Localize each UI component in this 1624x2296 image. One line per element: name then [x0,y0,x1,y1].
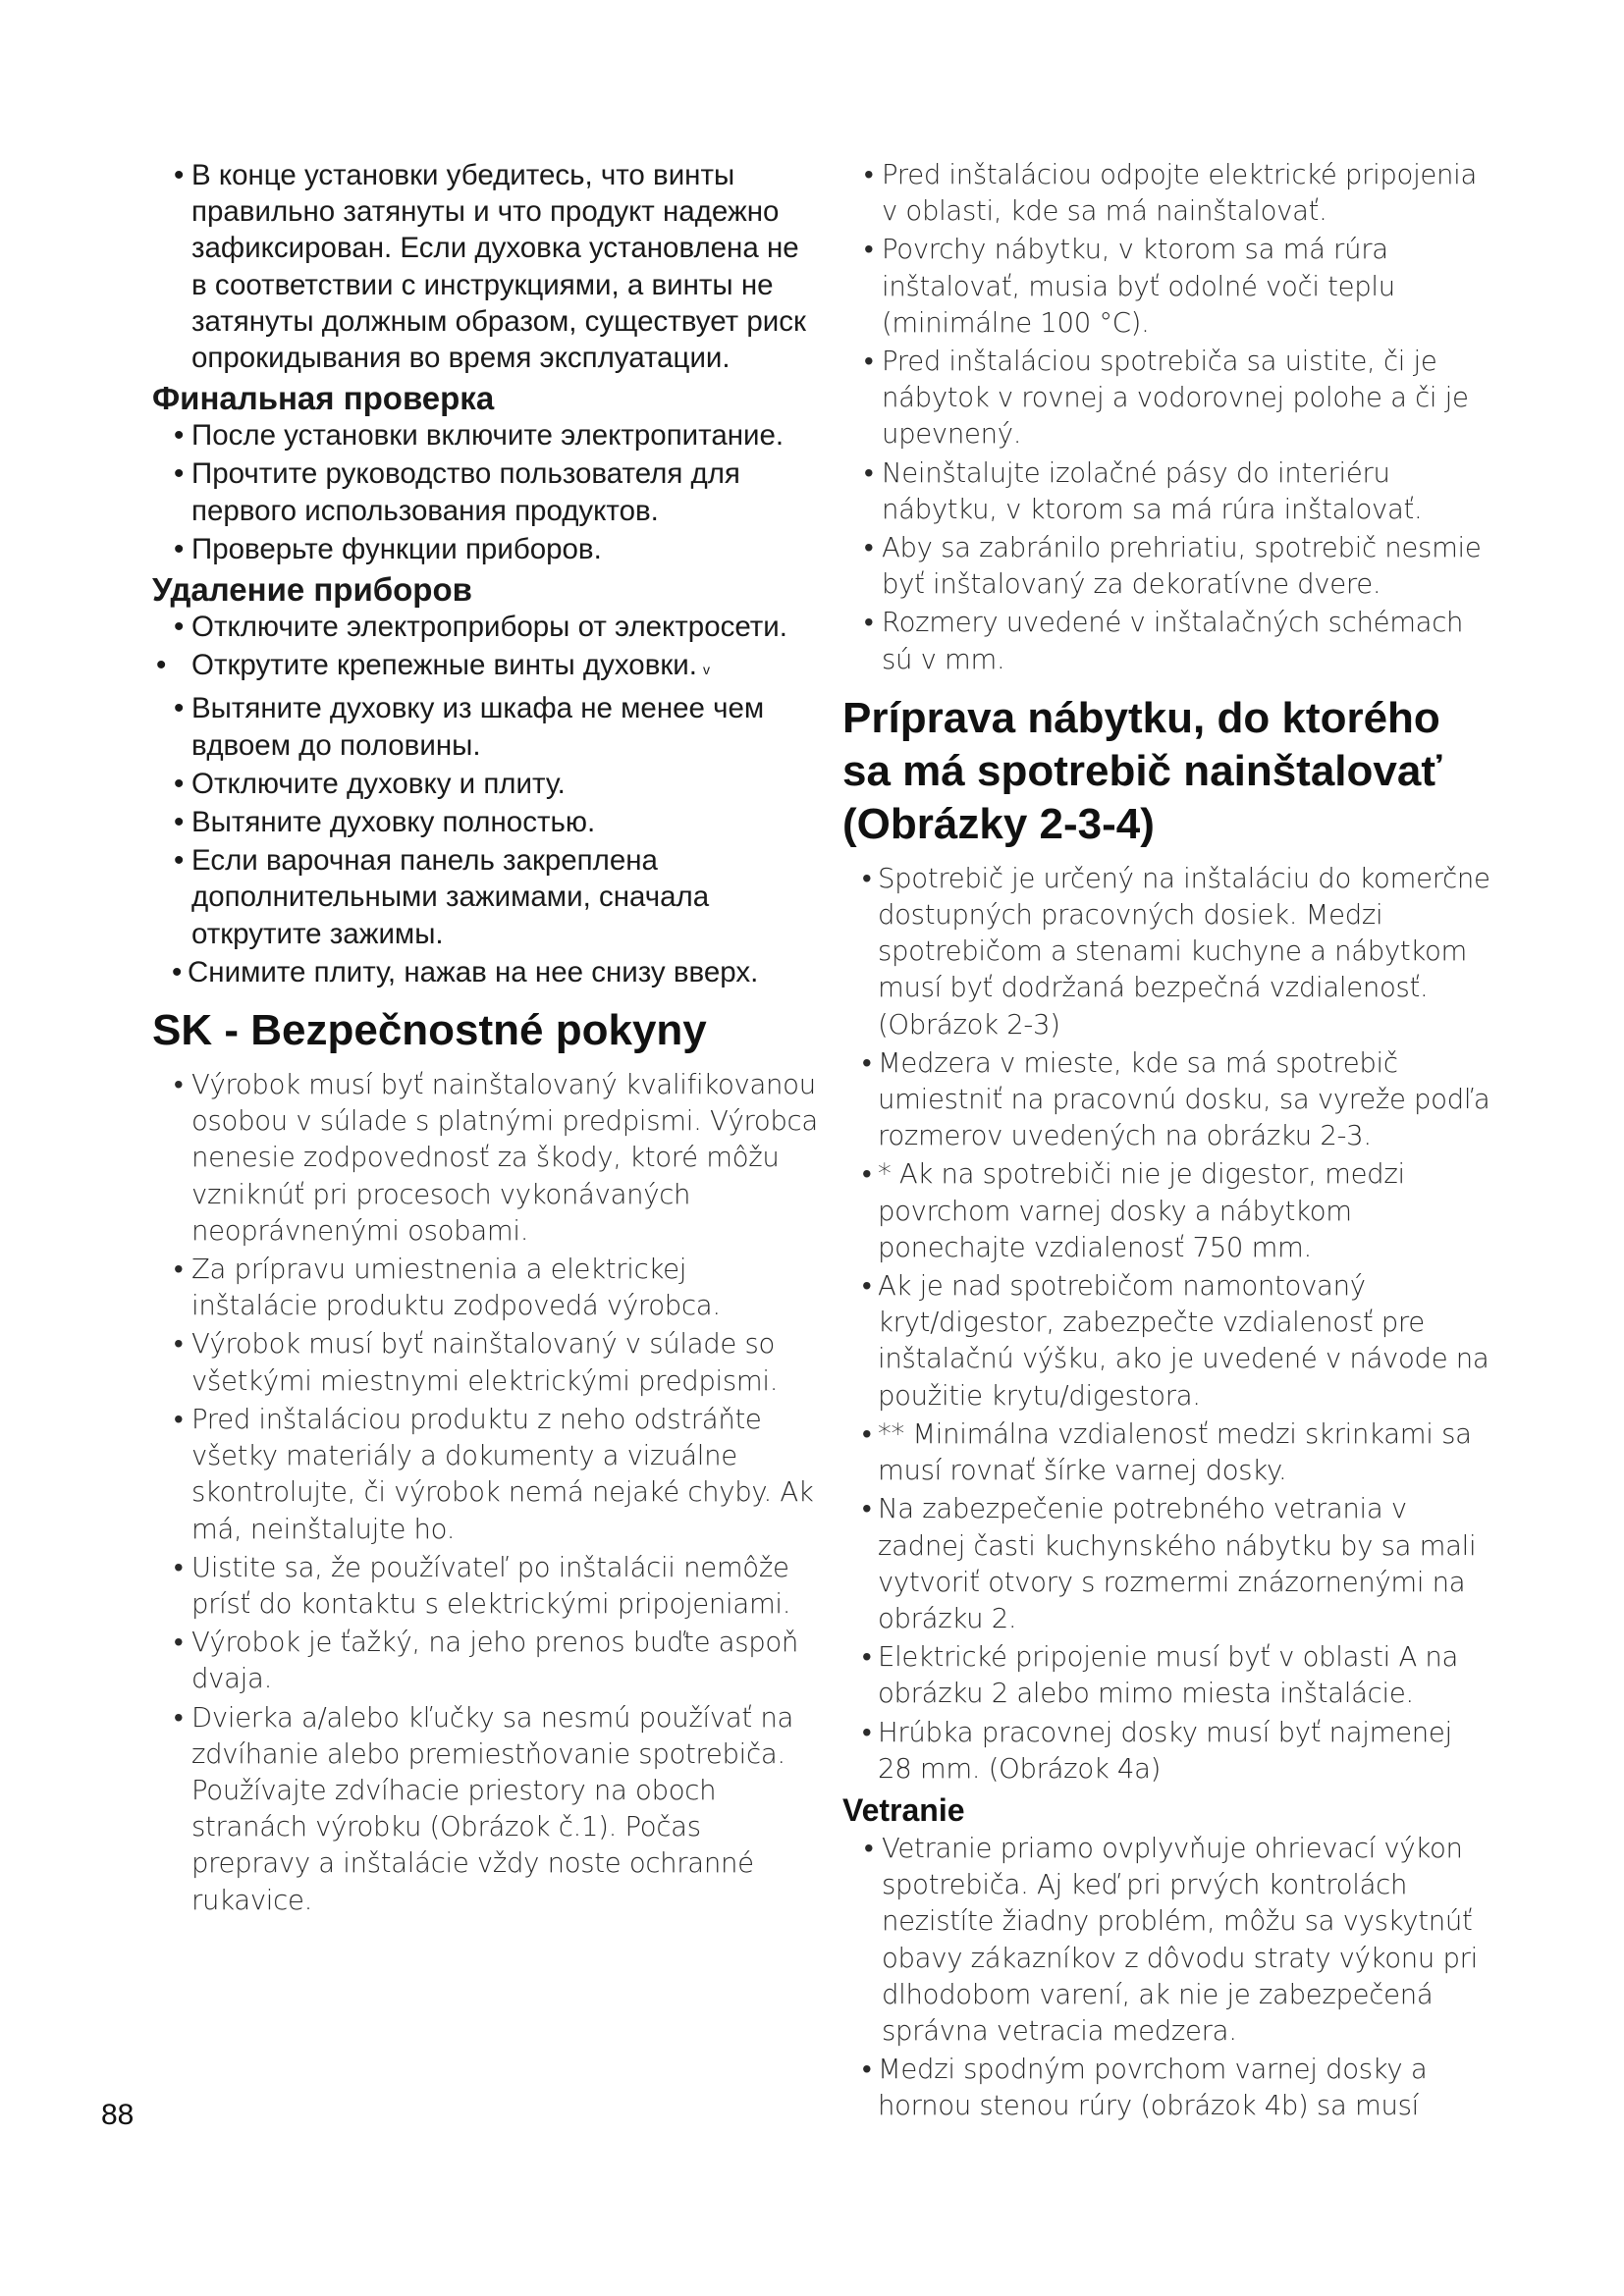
removal-heading: Удаление приборов [152,571,472,609]
final-check-heading: Финальная проверка [152,380,495,417]
right-column [842,157,1490,2127]
final-check-item: • Прочтите руководство пользователя для первого использования продуктов. [152,455,820,528]
safety-item: • Výrobok musí byť nainštalovaný kvalifikovanou osobou v súlade s platnými predpismi. Výrobca nenesie zodpovednosť za škody, ktoré môžu vzniknúť pri procesoch vykonávaných neoprávnenými osobami. [152,1067,820,1250]
pre-install-item: • Neinštalujte izolačné pásy do interiéru nábytku, v ktorom sa má rúra inštalovať. [842,455,1490,528]
furniture-item: • Spotrebič je určený na inštaláciu do komerčne dostupných pracovných dosiek. Medzi spotrebičom a stenami kuchyne a nábytkom musí byť dodržaná bezpečná vzdialenosť. (Obrázok 2-3) [842,861,1490,1043]
furniture-heading: Príprava nábytku, do ktorého sa má spotrebič nainštalovať (Obrázky 2-3-4) [842,693,1442,848]
furniture-item: • Medzera v mieste, kde sa má spotrebič umiestniť na pracovnú dosku, sa vyreže podľa rozmerov uvedených na obrázku 2-3. [842,1045,1490,1155]
furniture-item: • Hrúbka pracovnej dosky musí byť najmenej 28 mm. (Obrázok 4a) [842,1715,1490,1788]
safety-item: • Výrobok je ťažký, na jeho prenos buďte aspoň dvaja. [152,1625,820,1697]
pre-install-item: • Pred inštaláciou odpojte elektrické pripojenia v oblasti, kde sa má nainštalovať. [842,157,1490,230]
removal-item: • Снимите плиту, нажав на нее снизу вверх. [152,954,820,990]
pre-install-item: • Pred inštaláciou spotrebiča sa uistite, či je nábytok v rovnej a vodorovnej polohe a či je upevnený. [842,344,1490,454]
pre-install-item: • Povrchy nábytku, v ktorom sa má rúra inštalovať, musia byť odolné voči teplu (minimálne 100 °C). [842,232,1490,342]
removal-item [152,647,820,688]
safety-item: • Uistite sa, že používateľ po inštalácii nemôže prísť do kontaktu s elektrickými pripojeniami. [152,1550,820,1623]
furniture-item: • Na zabezpečenie potrebného vetrania v zadnej časti kuchynského nábytku by sa mali vytvoriť otvory s rozmermi znázornenými na obrázku 2. [842,1491,1490,1637]
ventilation-item: • Vetranie priamo ovplyvňuje ohrievací výkon spotrebiča. Aj keď pri prvých kontrolách nezistíte žiadny problém, môžu sa vyskytnúť obavy zákazníkov z dôvodu straty výkonu pri dlhodobom varení, ak nie je zabezpečená správna vetracia medzera. [842,1831,1490,2050]
intro-item: • В конце установки убедитесь, что винты правильно затянуты и что продукт надежно зафиксирован. Если духовка установлена не в соответствии с инструкциями, а винты не затянуты должным образом, существует риск опрокидывания во время эксплуатации. [152,157,820,376]
safety-item: • Za prípravu umiestnenia a elektrickej inštalácie produktu zodpovedá výrobca. [152,1252,820,1324]
furniture-item: • ** Minimálna vzdialenosť medzi skrinkami sa musí rovnať šírke varnej dosky. [842,1416,1490,1489]
left-column [152,157,820,1921]
removal-item: • Вытяните духовку из шкафа не менее чем вдвоем до половины. [152,690,820,763]
furniture-item: • Elektrické pripojenie musí byť v oblasti A na obrázku 2 alebo mimo miesta inštalácie. [842,1639,1490,1712]
removal-item: • Вытяните духовку полностью. [152,804,820,840]
safety-item: • Pred inštaláciou produktu z neho odstráňte všetky materiály a dokumenty a vizuálne skontrolujte, či výrobok nemá nejaké chyby. Ak má, neinštalujte ho. [152,1402,820,1548]
final-check-item: • Проверьте функции приборов. [152,531,820,567]
removal-item: • Отключите электроприборы от электросети. [152,609,820,645]
safety-item: • Výrobok musí byť nainštalovaný v súlade so všetkými miestnymi elektrickými predpismi. [152,1326,820,1399]
ventilation-item: • Medzi spodným povrchom varnej dosky a hornou stenou rúry (obrázok 4b) sa musí [842,2052,1490,2124]
furniture-item: • Ak je nad spotrebičom namontovaný kryt/digestor, zabezpečte vzdialenosť pre inštalačnú výšku, ako je uvedené v návode na použitie krytu/digestora. [842,1268,1490,1415]
safety-heading: SK - Bezpečnostné pokyny [152,1006,707,1055]
removal-item-text: Открутите крепежные винты духовки. [191,649,697,682]
page-number: 88 [101,2099,135,2131]
final-check-item: • После установки включите электропитание. [152,417,820,454]
removal-item: • Если варочная панель закреплена дополнительными зажимами, сначала открутите зажимы. [152,842,820,952]
pre-install-item: • Aby sa zabránilo prehriatiu, spotrebič nesmie byť inštalovaný za dekoratívne dvere. [842,530,1490,603]
furniture-item: • * Ak na spotrebiči nie je digestor, medzi povrchom varnej dosky a nábytkom ponechajte vzdialenosť 750 mm. [842,1156,1490,1266]
ventilation-heading: Vetranie [842,1791,965,1828]
removal-item: • Отключите духовку и плиту. [152,766,820,802]
stray-mark: v [702,662,710,678]
safety-item: • Dvierka a/alebo kľučky sa nesmú používať na zdvíhanie alebo premiestňovanie spotrebiča. Používajte zdvíhacie priestory na oboch stranách výrobku (Obrázok č.1). Počas prepravy a inštalácie vždy noste ochranné rukavice. [152,1700,820,1919]
pre-install-item: • Rozmery uvedené v inštalačných schémach sú v mm. [842,605,1490,677]
